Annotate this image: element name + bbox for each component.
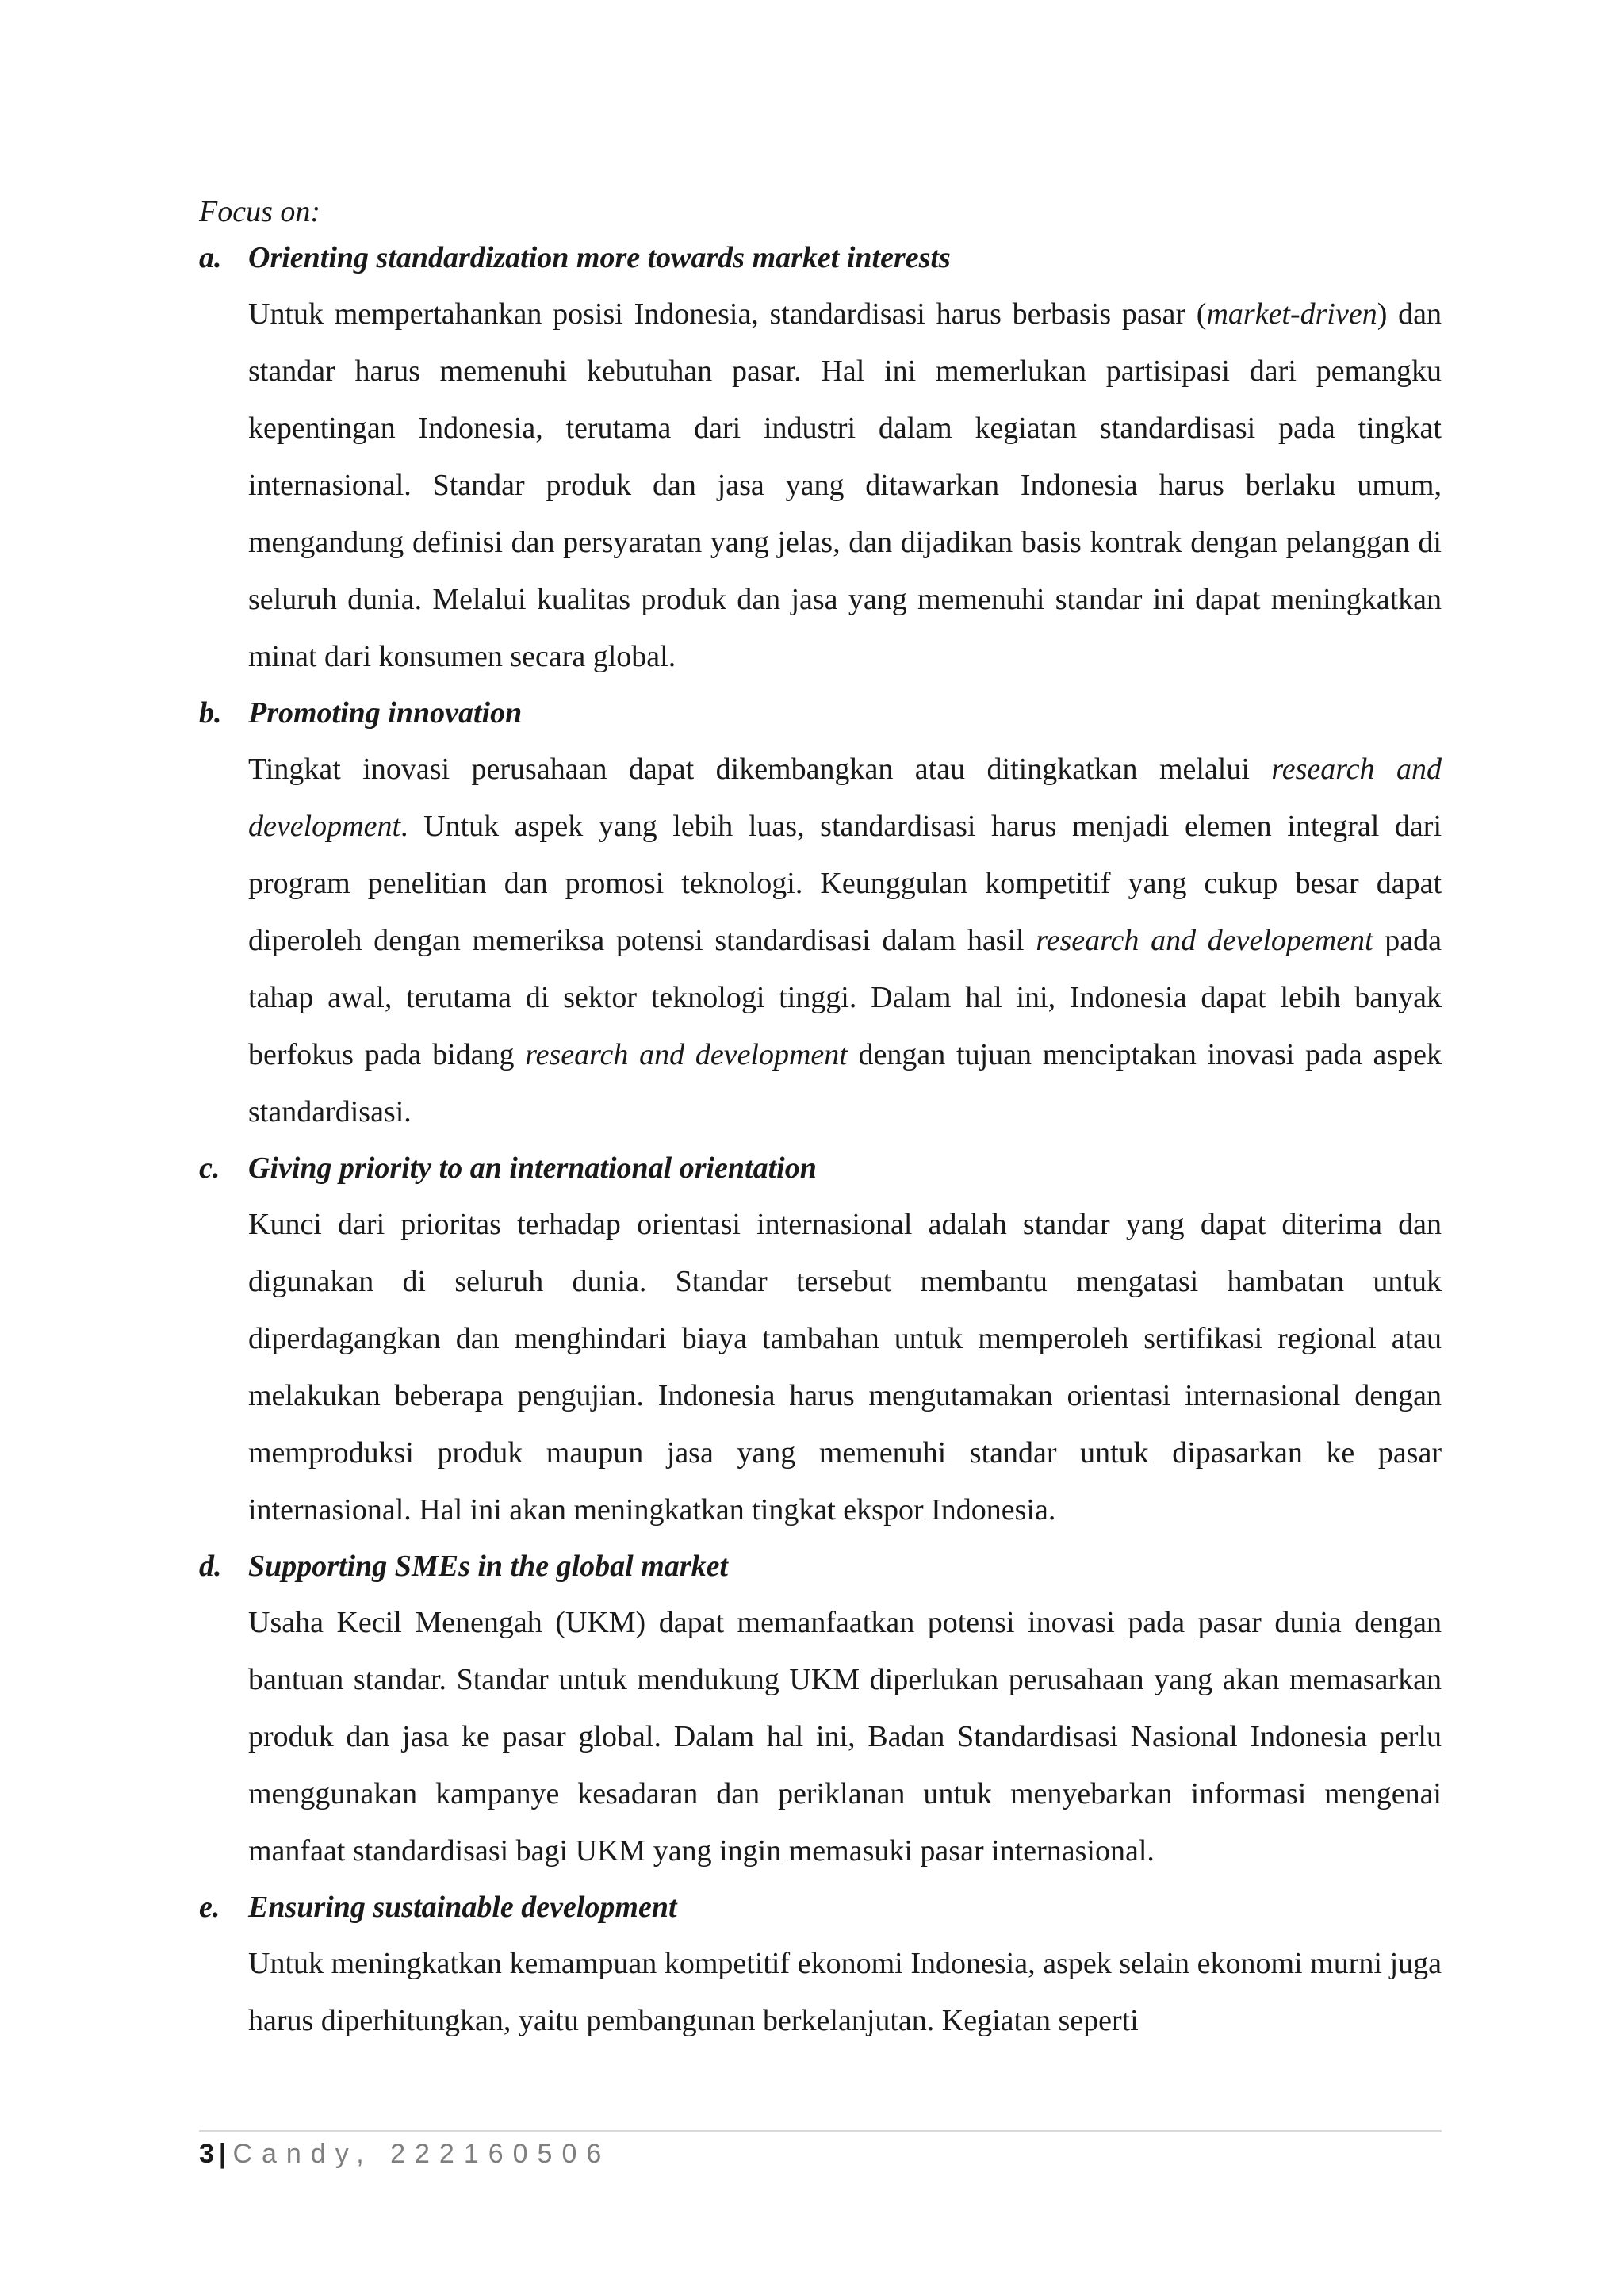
section-title: Ensuring sustainable development xyxy=(248,1891,677,1924)
paragraph-text: Untuk meningkatkan kemampuan kompetitif ekonomi Indonesia, aspek selain ekonomi murni juga harus diperhitungkan, yaitu pembangunan berkelanjutan. Kegiatan seperti xyxy=(248,1947,1442,2037)
section-letter: d. xyxy=(199,1550,222,1583)
page-footer xyxy=(199,2136,611,2171)
section-paragraph xyxy=(248,285,1442,685)
section-paragraph xyxy=(248,1594,1442,1879)
section-letter: e. xyxy=(199,1891,220,1924)
paragraph-text: Kunci dari prioritas terhadap orientasi internasional adalah standar yang dapat diterima dan digunakan di seluruh dunia. Standar tersebut membantu mengatasi hambatan untuk diperdagangkan dan menghindari biaya tambahan untuk memperoleh sertifikasi regional atau melakukan beberapa pengujian. Indonesia harus mengutamakan orientasi internasional dengan memproduksi produk maupun jasa yang memenuhi standar untuk dipasarkan ke pasar internasional. Hal ini akan meningkatkan tingkat ekspor Indonesia. xyxy=(248,1208,1442,1527)
section-title: Giving priority to an international orientation xyxy=(248,1151,817,1185)
section-paragraph xyxy=(248,741,1442,1140)
italic-term: research and development xyxy=(525,1038,848,1071)
italic-term: market-driven xyxy=(1206,297,1377,331)
page-content xyxy=(199,189,1442,2049)
paragraph-text: Untuk mempertahankan posisi Indonesia, standardisasi harus berbasis pasar ( xyxy=(248,297,1207,331)
section-a xyxy=(199,235,1442,685)
intro-label: Focus on: xyxy=(199,195,321,228)
section-title: Promoting innovation xyxy=(248,696,523,730)
page-number: 3 xyxy=(199,2139,214,2169)
section-heading xyxy=(199,1884,1442,1930)
footer-author: Candy, 222160506 xyxy=(232,2139,611,2169)
footer-divider xyxy=(199,2130,1442,2132)
section-heading xyxy=(199,235,1442,281)
paragraph-text: Usaha Kecil Menengah (UKM) dapat memanfaatkan potensi inovasi pada pasar dunia dengan bantuan standar. Standar untuk mendukung UKM diperlukan perusahaan yang akan memasarkan produk dan jasa ke pasar global. Dalam hal ini, Badan Standardisasi Nasional Indonesia perlu menggunakan kampanye kesadaran dan periklanan untuk menyebarkan informasi mengenai manfaat standardisasi bagi UKM yang ingin memasuki pasar internasional. xyxy=(248,1606,1442,1868)
italic-term: research and development xyxy=(248,753,1442,843)
section-letter: b. xyxy=(199,696,222,730)
footer-separator: | xyxy=(218,2139,227,2169)
paragraph-text: pada tahap awal, terutama di sektor teknologi tinggi. Dalam hal ini, Indonesia dapat lebih banyak berfokus pada bidang xyxy=(248,924,1442,1071)
section-d xyxy=(199,1543,1442,1879)
section-paragraph xyxy=(248,1935,1442,2049)
section-letter: a. xyxy=(199,241,222,274)
section-heading xyxy=(199,1145,1442,1191)
section-title: Supporting SMEs in the global market xyxy=(248,1550,728,1583)
italic-term: research and developement xyxy=(1036,924,1373,957)
section-letter: c. xyxy=(199,1151,220,1185)
paragraph-text: dengan tujuan menciptakan inovasi pada aspek standardisasi. xyxy=(248,1038,1442,1128)
paragraph-text: Tingkat inovasi perusahaan dapat dikembangkan atau ditingkatkan melalui xyxy=(248,753,1272,786)
section-b xyxy=(199,690,1442,1140)
paragraph-text: ) dan standar harus memenuhi kebutuhan pasar. Hal ini memerlukan partisipasi dari pemangku kepentingan Indonesia, terutama dari industri dalam kegiatan standardisasi pada tingkat internasional. Standar produk dan jasa yang ditawarkan Indonesia harus berlaku umum, mengandung definisi dan persyaratan yang jelas, dan dijadikan basis kontrak dengan pelanggan di seluruh dunia. Melalui kualitas produk dan jasa yang memenuhi standar ini dapat meningkatkan minat dari konsumen secara global. xyxy=(248,297,1442,673)
section-e xyxy=(199,1884,1442,2049)
section-heading xyxy=(199,1543,1442,1589)
section-title: Orienting standardization more towards market interests xyxy=(248,241,951,274)
section-paragraph xyxy=(248,1196,1442,1538)
paragraph-text: . Untuk aspek yang lebih luas, standardisasi harus menjadi elemen integral dari program penelitian dan promosi teknologi. Keunggulan kompetitif yang cukup besar dapat diperoleh dengan memeriksa potensi standardisasi dalam hasil xyxy=(248,810,1442,957)
section-c xyxy=(199,1145,1442,1538)
section-heading xyxy=(199,690,1442,736)
